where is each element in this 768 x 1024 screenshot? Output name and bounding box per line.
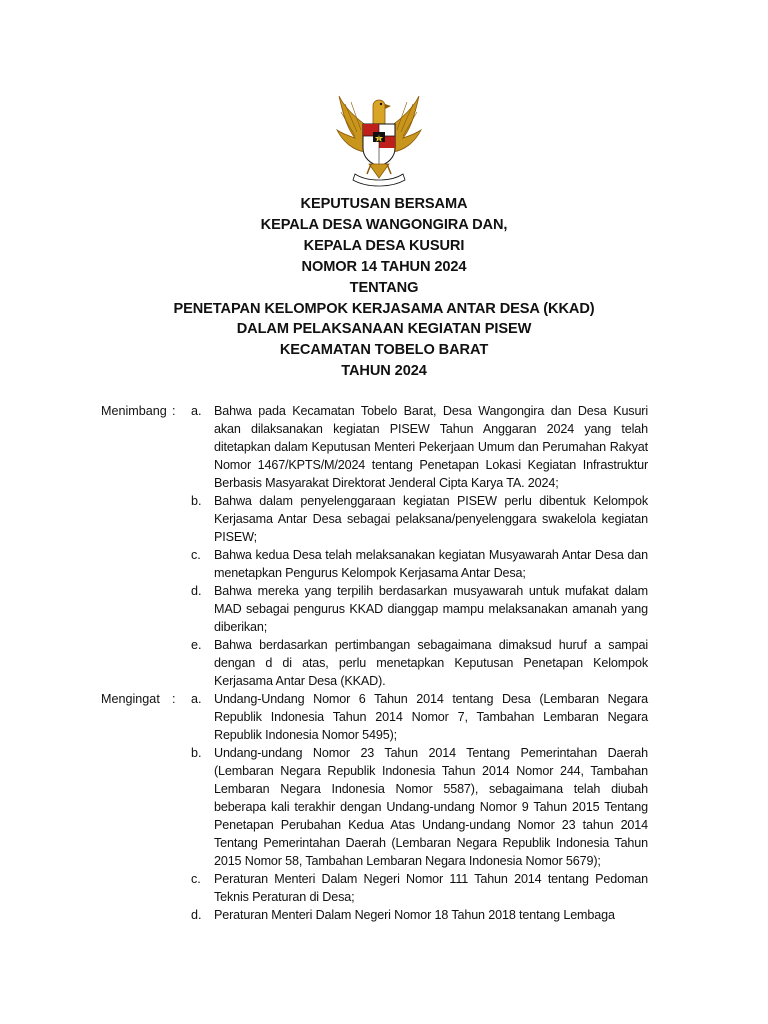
title-line: KEPALA DESA KUSURI — [303, 237, 465, 254]
item-text: Undang-Undang Nomor 6 Tahun 2014 tentang Desa (Lembaran Negara Republik Indonesia Tahun 2014 Nomor 7, Tambahan Lembaran Negara Republik Indonesia Nomor 5495); — [214, 692, 648, 742]
section-colon: : — [172, 692, 176, 706]
item-text: Bahwa dalam penyelenggaraan kegiatan PISEW perlu dibentuk Kelompok Kerjasama Antar Desa sebagai pelaksana/penyelenggara swakelola kegiatan PISEW; — [214, 494, 648, 544]
section-label: Menimbang — [101, 404, 167, 418]
title-line: TENTANG — [349, 279, 419, 296]
section-label: Mengingat — [101, 692, 160, 706]
item-text: Peraturan Menteri Dalam Negeri Nomor 111 Tahun 2014 tentang Pedoman Teknis Peraturan di Desa; — [214, 872, 648, 904]
document-title — [0, 194, 768, 382]
item-letter: e. — [191, 638, 202, 652]
title-line: TAHUN 2024 — [341, 363, 427, 380]
item-letter: c. — [191, 872, 201, 886]
item-text: Bahwa pada Kecamatan Tobelo Barat, Desa Wangongira dan Desa Kusuri akan dilaksanakan kegiatan PISEW Tahun Anggaran 2024 yang telah ditetapkan dalam Keputusan Menteri Pekerjaan Umum dan Perumahan Rakyat Nomor 1467/KPTS/M/2024 tentang Penetapan Lokasi Kegiatan Infrastruktur Berbasis Masyarakat Direktorat Jenderal Cipta Karya TA. 2024; — [214, 404, 648, 490]
item-letter: d. — [191, 908, 202, 922]
item-letter: a. — [191, 404, 202, 418]
garuda-pancasila-emblem — [333, 94, 425, 188]
item-letter: b. — [191, 494, 202, 508]
section-colon: : — [172, 404, 176, 418]
title-line: KECAMATAN TOBELO BARAT — [279, 342, 489, 359]
item-letter: a. — [191, 692, 202, 706]
item-text: Bahwa mereka yang terpilih berdasarkan musyawarah untuk mufakat dalam MAD sebagai pengurus KKAD dianggap mampu melaksanakan amanah yang diberikan; — [214, 584, 648, 634]
item-text: Bahwa kedua Desa telah melaksanakan kegiatan Musyawarah Antar Desa dan menetapkan Pengurus Kelompok Kerjasama Antar Desa; — [214, 548, 648, 580]
title-line: DALAM PELAKSANAAN KEGIATAN PISEW — [236, 321, 532, 338]
item-text: Undang-undang Nomor 23 Tahun 2014 Tentang Pemerintahan Daerah (Lembaran Negara Republik Indonesia Tahun 2014 Nomor 244, Tambahan Lembaran Negara Indonesia Nomor 5587), sebagaimana telah diubah beberapa kali terakhir dengan Undang-undang Nomor 9 Tahun 2015 Tentang Penetapan Perubahan Kedua Atas Undang-undang Nomor 23 tahun 2014 Tentang Pemerintahan Daerah (Lembaran Negara Republik Indonesia Tahun 2015 Nomor 58, Tambahan Lembaran Negara Indonesia Nomor 5679); — [214, 746, 648, 868]
title-line: PENETAPAN KELOMPOK KERJASAMA ANTAR DESA (KKAD) — [173, 300, 595, 317]
title-line: KEPUTUSAN BERSAMA — [300, 196, 468, 212]
title-line: NOMOR 14 TAHUN 2024 — [301, 258, 467, 275]
title-line: KEPALA DESA WANGONGIRA DAN, — [260, 216, 508, 233]
item-letter: d. — [191, 584, 202, 598]
item-text: Bahwa berdasarkan pertimbangan sebagaimana dimaksud huruf a sampai dengan d di atas, perlu menetapkan Keputusan Penetapan Kelompok Kerjasama Antar Desa (KKAD). — [214, 638, 648, 688]
item-text: Peraturan Menteri Dalam Negeri Nomor 18 Tahun 2018 tentang Lembaga — [214, 908, 615, 922]
item-letter: c. — [191, 548, 201, 562]
item-letter: b. — [191, 746, 202, 760]
